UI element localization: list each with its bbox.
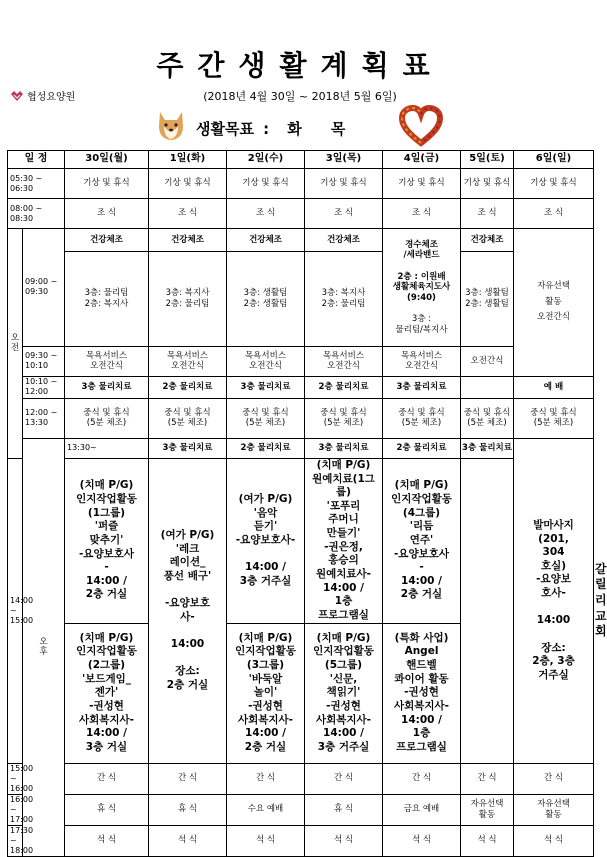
cell-physio: 2층 물리치료	[383, 438, 461, 458]
cell-physio: 3층 물리치료	[461, 438, 514, 458]
bath-label: 목욕서비스	[322, 350, 365, 361]
cell-rest: 휴 식	[305, 794, 383, 825]
time-cell: 09:00 ~ 09:30	[23, 229, 65, 347]
cell-physio: 2층 물리치료	[149, 376, 227, 398]
header-thu: 3일(목)	[305, 151, 383, 169]
bath-label: 목욕서비스	[166, 350, 209, 361]
row-wake	[8, 169, 594, 199]
time-cell: 16:00 ~ 17:00	[8, 794, 23, 825]
cell-wake: 기상 및 휴식	[514, 169, 594, 199]
time-cell: 13:30~	[65, 438, 149, 458]
cell-program: (특화 사업) Angel 핸드벨 콰이어 활동 -권성현 사회복지사- 14:00 / 1층 프로그램실	[383, 623, 461, 763]
row-bath-snack	[8, 346, 594, 376]
cell-snack: 간 식	[305, 763, 383, 794]
time-cell: 15:00 ~ 16:00	[8, 763, 23, 794]
cell-snack: 오전간식	[461, 346, 514, 376]
section-pm: 오 후	[23, 438, 65, 856]
cell-free-activity: 자유선택 활동	[461, 794, 514, 825]
cell-program: (여가 P/G) '음악 듣기' -요양보호사- 14:00 / 3층 거주실	[227, 458, 305, 623]
cell-snack: 간 식	[514, 763, 594, 794]
cell-breakfast: 조 식	[461, 199, 514, 229]
time-cell: 17:30 ~ 18:00	[8, 825, 23, 856]
cell-sun-morning: 자유선택 활동 오전간식	[514, 229, 594, 377]
cell-breakfast: 조 식	[383, 199, 461, 229]
cell-bath-snack	[65, 346, 149, 376]
cell-program: (여가 P/G) '레크 레이션_ 풍선 배구' -요양보호 사- 14:00 장소: 2층 거실	[149, 458, 227, 763]
period: (2018년 4월 30일 ~ 2018년 5월 6일)	[203, 90, 397, 103]
cell-physio: 3층 물리치료	[305, 438, 383, 458]
cell-exercise-staff: 3층: 복지사 2층: 물리팀	[149, 251, 227, 346]
cell-bath-snack	[149, 346, 227, 376]
cell-dinner: 석 식	[227, 825, 305, 856]
bath-label: 목욕서비스	[244, 350, 287, 361]
snack-label: 오전간식	[90, 361, 123, 372]
header-fri: 4일(금)	[383, 151, 461, 169]
cell-lunch: 중식 및 휴식 (5분 체조)	[149, 398, 227, 438]
cell-lunch: 중식 및 휴식 (5분 체조)	[227, 398, 305, 438]
cell-bath-snack	[383, 346, 461, 376]
cell-wake: 기상 및 휴식	[227, 169, 305, 199]
row-physio-pm: 오 후 13:30~ 3층 물리치료 2층 물리치료 3층 물리치료 2층 물리치료 3층 물리치료 발마사지 (201, 304 호실) -요양보 호사- 14:00 장소: 2층, 3층 거주실 갈릴리 교회	[8, 438, 594, 458]
cell-physio: 3층 물리치료	[383, 376, 461, 398]
header-row	[8, 151, 594, 169]
cell-fri-worship: 금요 예배	[383, 794, 461, 825]
cell-lunch: 중식 및 휴식 (5분 체조)	[461, 398, 514, 438]
cell-wed-worship: 수요 예배	[227, 794, 305, 825]
cell-program: (치매 P/G) 인지작업활동 (4그룹) '리듬 연주' -요양보호사 - 14:00 / 2층 거실	[383, 458, 461, 623]
row-exercise-title	[8, 229, 594, 252]
cell-lunch: 중식 및 휴식 (5분 체조)	[65, 398, 149, 438]
cell-exercise: 건강체조	[149, 229, 227, 252]
goal-label: 생활목표 :	[196, 120, 270, 138]
cell-breakfast: 조 식	[227, 199, 305, 229]
row-dinner	[8, 825, 594, 856]
cell-lunch: 중식 및 휴식 (5분 체조)	[383, 398, 461, 438]
goal-value: 화 목	[287, 120, 356, 138]
cell-rest: 휴 식	[65, 794, 149, 825]
fri-exercise-3f: 3층 : 물리팀/복지사	[395, 314, 448, 335]
cell-exercise: 건강체조	[305, 229, 383, 252]
cell-wake: 기상 및 휴식	[305, 169, 383, 199]
dog-icon	[152, 106, 190, 144]
section-am: 오 전	[8, 229, 23, 459]
cell-breakfast: 조 식	[305, 199, 383, 229]
header-tue: 1일(화)	[149, 151, 227, 169]
header-sun: 6일(일)	[514, 151, 594, 169]
cell-physio: 2층 물리치료	[227, 438, 305, 458]
cell-dinner: 석 식	[65, 825, 149, 856]
cell-exercise: 건강체조	[227, 229, 305, 252]
cell-exercise-staff: 3층: 복지사 2층: 물리팀	[305, 251, 383, 346]
cell-breakfast: 조 식	[65, 199, 149, 229]
row-breakfast	[8, 199, 594, 229]
cell-rest: 휴 식	[149, 794, 227, 825]
life-goal	[196, 118, 355, 139]
cell-exercise-staff: 3층: 물리팀 2층: 복지사	[65, 251, 149, 346]
cell-program: (치매 P/G) 인지작업활동 (2그룹) '보드게임_ 젠가' -권성현 사회복지사- 14:00 / 3층 거실	[65, 623, 149, 763]
cell-free-activity: 자유선택 활동	[514, 794, 594, 825]
header-schedule: 일 정	[8, 151, 65, 169]
cell-physio: 3층 물리치료	[227, 376, 305, 398]
cell-empty	[461, 376, 514, 398]
cell-wake: 기상 및 휴식	[461, 169, 514, 199]
cell-dinner: 석 식	[461, 825, 514, 856]
page-title: 주간생활계획표	[156, 49, 444, 82]
cell-exercise: 건강체조	[65, 229, 149, 252]
cell-snack: 간 식	[461, 763, 514, 794]
cell-snack: 간 식	[227, 763, 305, 794]
time-cell: 10:10 ~ 12:00	[23, 376, 65, 398]
time-cell: 08:00 ~ 08:30	[8, 199, 65, 229]
cell-lunch: 중식 및 휴식 (5분 체조)	[305, 398, 383, 438]
time-cell: 09:30 ~ 10:10	[23, 346, 65, 376]
time-cell: 14:00 ~ 15:00	[8, 458, 23, 763]
time-cell: 12:00 ~ 13:30	[23, 398, 65, 438]
fri-exercise-title: 경수체조 /세라밴드	[403, 239, 440, 261]
row-program-b	[8, 623, 594, 763]
cell-wake: 기상 및 휴식	[149, 169, 227, 199]
cell-wake: 기상 및 휴식	[383, 169, 461, 199]
bath-label: 목욕서비스	[85, 350, 128, 361]
cell-dinner: 석 식	[514, 825, 594, 856]
cell-program: (치매 P/G) 인지작업활동 (3그룹) '바둑알 놀이' -권성현 사회복지사- 14:00 / 2층 거실	[227, 623, 305, 763]
cell-snack: 간 식	[65, 763, 149, 794]
snack-label: 오전간식	[249, 361, 282, 372]
header-mon: 30일(월)	[65, 151, 149, 169]
cell-snack: 간 식	[383, 763, 461, 794]
snack-label: 오전간식	[405, 361, 438, 372]
row-program-a	[8, 458, 594, 623]
row-physio-am	[8, 376, 594, 398]
cell-dinner: 석 식	[383, 825, 461, 856]
cell-breakfast: 조 식	[149, 199, 227, 229]
bath-label: 목욕서비스	[400, 350, 443, 361]
cell-lunch: 중식 및 휴식 (5분 체조)	[514, 398, 594, 438]
cell-exercise: 건강체조	[461, 229, 514, 252]
row-rest	[8, 794, 594, 825]
cell-exercise-staff: 3층: 생활팀 2층: 생활팀	[227, 251, 305, 346]
snack-label: 오전간식	[171, 361, 204, 372]
cell-dinner: 석 식	[305, 825, 383, 856]
cell-program: (치매 P/G) 원예치료(1그 룹) '포푸리 주머니 만들기' -권은정, 홍승의 원예치료사- 14:00 / 1층 프로그램실	[305, 458, 383, 623]
cell-physio: 3층 물리치료	[149, 438, 227, 458]
cell-worship: 예 배	[514, 376, 594, 398]
header-sat: 5일(토)	[461, 151, 514, 169]
cell-dinner: 석 식	[149, 825, 227, 856]
cell-snack: 간 식	[149, 763, 227, 794]
cell-exercise-fri	[383, 229, 461, 347]
heart-wreath-icon	[400, 106, 442, 146]
cell-program: (치매 P/G) 인지작업활동 (5그룹) '신문, 책읽기' -권성현 사회복지사- 14:00 / 3층 거주실	[305, 623, 383, 763]
cell-physio: 3층 물리치료	[65, 376, 149, 398]
row-snack-pm	[8, 763, 594, 794]
cell-program: (치매 P/G) 인지작업활동 (1그룹) '퍼즐 맞추기' -요양보호사 - 14:00 / 2층 거실	[65, 458, 149, 623]
cell-wake: 기상 및 휴식	[65, 169, 149, 199]
snack-label: 오전간식	[327, 361, 360, 372]
row-exercise-staff	[8, 251, 594, 346]
fri-exercise-2f: 2층 : 이원배 생활체육지도사 (9:40)	[392, 271, 451, 303]
time-cell: 05:30 ~ 06:30	[8, 169, 65, 199]
header-wed: 2일(수)	[227, 151, 305, 169]
schedule-table	[7, 150, 607, 857]
cell-bath-snack	[305, 346, 383, 376]
cell-physio: 2층 물리치료	[305, 376, 383, 398]
org-name: 협성요양원	[27, 92, 76, 103]
cell-breakfast: 조 식	[514, 199, 594, 229]
cell-bath-snack	[227, 346, 305, 376]
cell-foot-massage: 발마사지 (201, 304 호실) -요양보 호사- 14:00 장소: 2층, 3층 거주실	[514, 438, 594, 763]
cell-exercise-staff: 3층: 생활팀 2층: 생활팀	[461, 251, 514, 346]
row-lunch	[8, 398, 594, 438]
